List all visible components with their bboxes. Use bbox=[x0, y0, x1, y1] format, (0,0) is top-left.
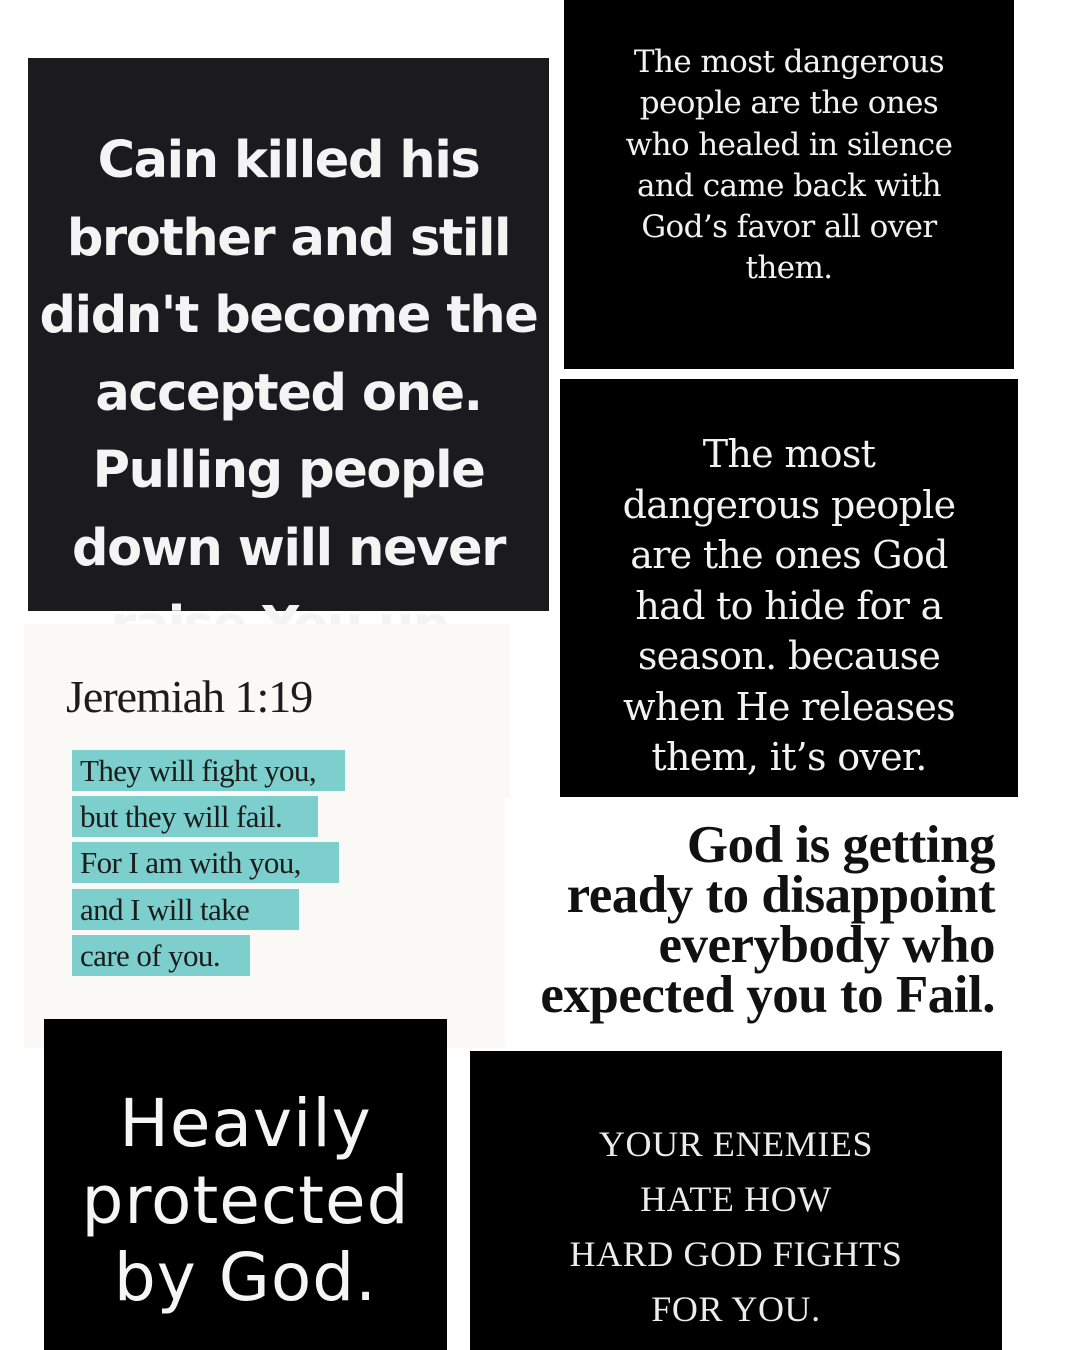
quote-line: them. bbox=[745, 250, 833, 287]
quote-line: The most bbox=[702, 432, 876, 476]
highlighted-verse-line: care of you. bbox=[72, 935, 250, 976]
quote-line: Pulling people bbox=[92, 441, 485, 500]
quote-line: and came back with bbox=[637, 167, 941, 204]
quote-tile-disappoint bbox=[505, 798, 1037, 1050]
quote-tile-protected bbox=[44, 1019, 447, 1350]
highlighted-verse-line: They will fight you, bbox=[72, 750, 345, 791]
quote-line: when He releases bbox=[623, 684, 955, 729]
quote-line: ready to disappoint bbox=[566, 866, 995, 924]
quote-tile-hidden bbox=[560, 379, 1018, 797]
highlighted-verse-line: and I will take bbox=[72, 889, 299, 930]
quote-text bbox=[564, 42, 1014, 290]
quote-tile-enemies bbox=[470, 1051, 1002, 1350]
quote-tile-cain bbox=[28, 58, 549, 611]
quote-text bbox=[28, 122, 549, 665]
quote-line: them, it’s over. bbox=[651, 735, 927, 779]
quote-line: protected bbox=[81, 1162, 410, 1239]
quote-line: YOUR ENEMIES bbox=[598, 1124, 874, 1164]
quote-text bbox=[560, 429, 1018, 783]
quote-text bbox=[540, 816, 995, 1024]
quote-line: God is getting bbox=[686, 816, 995, 874]
highlighted-verse-line: but they will fail. bbox=[72, 796, 318, 837]
quote-tile-healed bbox=[564, 0, 1014, 369]
quote-line: brother and still bbox=[66, 208, 511, 268]
quote-line: FOR YOU. bbox=[651, 1289, 821, 1329]
quote-line: Cain killed his bbox=[97, 131, 480, 190]
quote-line: everybody who bbox=[658, 916, 995, 974]
quote-line: season. because bbox=[637, 634, 941, 678]
quote-line: expected you to Fail. bbox=[540, 966, 995, 1024]
quote-line: HATE HOW bbox=[640, 1179, 832, 1219]
quote-line: The most dangerous bbox=[633, 44, 945, 80]
quote-line: accepted one. bbox=[95, 363, 482, 423]
quote-line: God’s favor all over bbox=[641, 209, 937, 246]
quote-line: who healed in silence bbox=[625, 126, 953, 163]
quote-text bbox=[44, 1085, 447, 1316]
quote-text bbox=[470, 1117, 1002, 1337]
quote-line: HARD GOD FIGHTS bbox=[569, 1234, 903, 1274]
quote-line: down will never bbox=[72, 518, 505, 578]
quote-line: by God. bbox=[113, 1239, 378, 1316]
quote-tile-jeremiah bbox=[24, 624, 510, 1048]
verse-reference: Jeremiah 1:19 bbox=[66, 671, 313, 722]
quote-line: didn't become the bbox=[39, 286, 538, 345]
quote-line: had to hide for a bbox=[635, 583, 943, 628]
quote-line: dangerous people bbox=[622, 482, 956, 527]
quote-line: people are the ones bbox=[639, 85, 939, 122]
quote-line: Heavily bbox=[119, 1085, 372, 1162]
quote-line: are the ones God bbox=[630, 533, 948, 577]
highlighted-verse-line: For I am with you, bbox=[72, 842, 339, 883]
